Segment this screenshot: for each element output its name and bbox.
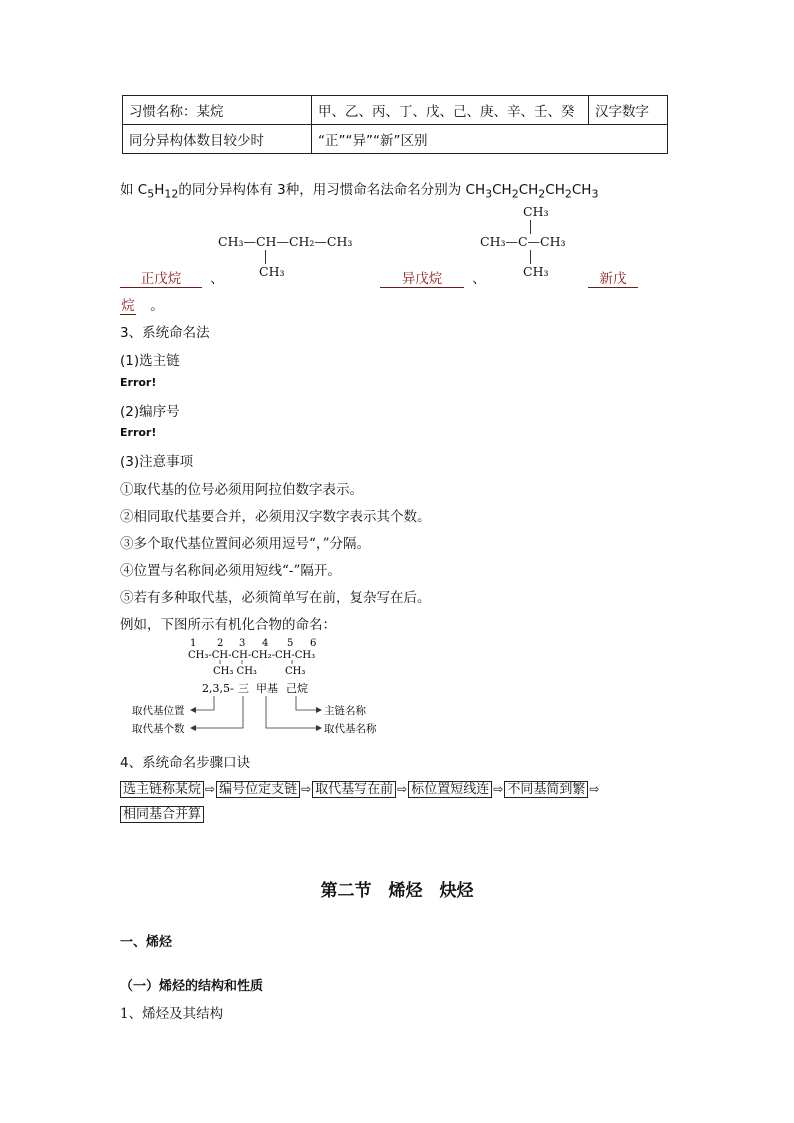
- carbon-number: 2: [217, 638, 224, 649]
- mnemonic-step: 相同基合并算: [120, 806, 204, 823]
- answer-isopentane: 异戊烷: [380, 267, 464, 288]
- count-prefix: 三: [238, 682, 249, 695]
- step-notes: (3)注意事项: [120, 454, 194, 470]
- bond-line: [530, 220, 531, 234]
- branch-methyls: CH₃ CH₃: [213, 666, 257, 677]
- naming-table: [122, 95, 668, 154]
- carbon-number: 6: [310, 638, 317, 649]
- main-chain: CH₃-CH-CH-CH₂-CH-CH₃: [188, 650, 316, 661]
- formula-pentane: [485, 182, 599, 201]
- locant-numbers: 2,3,5-: [202, 682, 234, 695]
- arrow-head: [316, 725, 322, 731]
- table-cell: 甲、乙、丙、丁、戊、己、庚、辛、壬、癸: [312, 96, 589, 125]
- subscript: 2: [538, 187, 546, 201]
- heading-structure-properties: （一）烯烃的结构和性质: [120, 979, 264, 994]
- mnemonic-step: 不同基简到繁: [504, 781, 588, 798]
- separator: 、: [210, 271, 224, 287]
- arrow-icon: ⇨: [397, 782, 408, 796]
- mnemonic-step: 编号位定支链: [216, 781, 300, 798]
- arrow-icon: ⇨: [493, 782, 504, 796]
- subscript: 2: [511, 187, 519, 201]
- separator: 、: [472, 271, 486, 287]
- neopentane-chain: CH₃—C—CH₃: [480, 234, 566, 249]
- answer-neo: [588, 267, 638, 288]
- label-substituent-position: 取代基位置: [132, 705, 185, 717]
- arrow-icon: ⇨: [301, 782, 312, 796]
- arrow-line: [296, 696, 316, 710]
- rule-1: ①取代基的位号必须用阿拉伯数字表示。: [120, 482, 363, 498]
- bond-line: [530, 250, 531, 264]
- arrow-head: [190, 725, 196, 731]
- error-text: Error!: [120, 376, 157, 389]
- subscript: 2: [564, 187, 572, 201]
- formula-part: CH: [545, 182, 565, 198]
- rule-5: ⑤若有多种取代基，必须简单写在前，复杂写在后。: [120, 590, 431, 606]
- example-text: 例如，下图所示有机化合物的命名：: [120, 617, 336, 633]
- chapter-title: 第二节 烯烃 炔烃: [320, 881, 474, 901]
- rule-4: ④位置与名称间必须用短线“-”隔开。: [120, 563, 341, 579]
- neopentane-bottom: CH₃: [523, 264, 549, 279]
- formula-part: CH: [492, 182, 512, 198]
- step-select-chain: (1)选主链: [120, 353, 180, 369]
- intro-text: 的同分异构体有 3种，用习惯命名法命名分别为 CH: [178, 182, 486, 198]
- section3-title: 3、系统命名法: [120, 325, 210, 341]
- carbon-number: 1: [190, 638, 197, 649]
- arrow-head: [316, 707, 322, 713]
- formula-part: CH: [518, 182, 539, 198]
- table-row: [123, 96, 668, 125]
- arrow-line: [196, 696, 214, 710]
- answer-neo-cont: [120, 294, 164, 315]
- arrow-line: [266, 696, 316, 728]
- label-substituent-count: 取代基个数: [132, 723, 185, 735]
- branch-methyl: CH₃: [285, 666, 306, 677]
- subscript: 3: [485, 187, 493, 201]
- answer-normal-pentane: 正戊烷: [120, 267, 202, 288]
- intro-text: 如 C: [120, 182, 148, 198]
- period: 。: [150, 298, 164, 314]
- carbon-number: 5: [287, 638, 294, 649]
- table-cell: 习惯名称：某烷: [123, 96, 312, 125]
- heading-alkene-structure: 1、烯烃及其结构: [120, 1006, 224, 1022]
- arrow-icon: ⇨: [205, 782, 216, 796]
- isopentane-branch: CH₃: [259, 264, 285, 279]
- mnemonic-step: 标位置短线连: [408, 781, 492, 798]
- answer-line: [120, 267, 224, 288]
- bond-line: [265, 250, 266, 264]
- naming-diagram: [120, 634, 420, 740]
- subscript: 5: [147, 187, 155, 201]
- section4-title: 4、系统命名步骤口诀: [120, 755, 251, 771]
- intro-text: H: [154, 182, 165, 198]
- label-substituent-name: 取代基名称: [324, 723, 377, 735]
- parent-name: 己烷: [286, 682, 308, 695]
- carbon-number: 3: [239, 638, 246, 649]
- carbon-number: 4: [262, 638, 269, 649]
- answer-neopentane-part2: 烷: [120, 294, 136, 315]
- error-text: Error!: [120, 426, 157, 439]
- answer-iso: [380, 267, 486, 288]
- group-name: 甲基: [256, 682, 278, 695]
- table-cell: “正”“异”“新”区别: [312, 125, 668, 154]
- table-row: [123, 125, 668, 154]
- step-numbering: (2)编序号: [120, 404, 180, 420]
- subscript: 3: [591, 187, 599, 201]
- rule-2: ②相同取代基要合并，必须用汉字数字表示其个数。: [120, 509, 431, 525]
- intro-line: [120, 178, 598, 201]
- table-cell: 汉字数字: [589, 96, 668, 125]
- mnemonic-last: [120, 803, 204, 822]
- mnemonic-steps: [120, 778, 600, 797]
- heading-alkenes: 一、烯烃: [120, 935, 173, 950]
- label-main-chain: 主链名称: [324, 705, 366, 717]
- table-cell: 同分异构体数目较少时: [123, 125, 312, 154]
- answer-neopentane-part1: 新戊: [588, 267, 638, 288]
- arrow-icon: ⇨: [589, 782, 600, 796]
- mnemonic-step: 取代基写在前: [312, 781, 396, 798]
- arrow-head: [190, 707, 196, 713]
- subscript: 12: [164, 187, 179, 201]
- rule-3: ③多个取代基位置间必须用逗号“，”分隔。: [120, 536, 371, 552]
- arrow-line: [196, 696, 243, 728]
- neopentane-top: CH₃: [523, 204, 549, 219]
- isopentane-chain: CH₃—CH—CH₂—CH₃: [218, 234, 353, 249]
- mnemonic-step: 选主链称某烷: [120, 781, 204, 798]
- formula-part: CH: [571, 182, 592, 198]
